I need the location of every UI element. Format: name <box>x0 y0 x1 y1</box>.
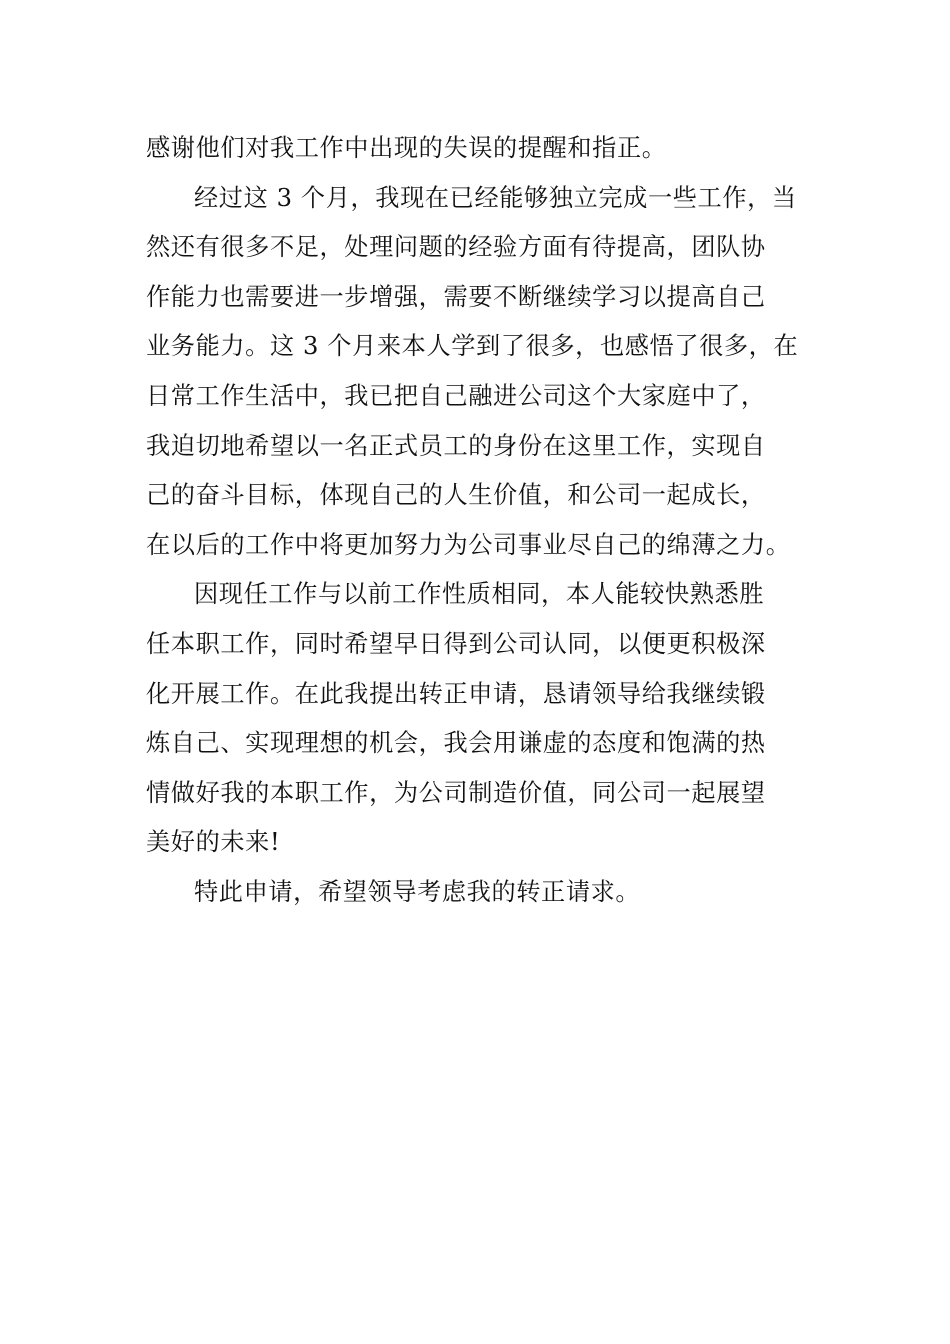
text-line: 我迫切地希望以一名正式员工的身份在这里工作，实现自 <box>146 431 766 460</box>
text-line: 感谢他们对我工作中出现的失误的提醒和指正。 <box>146 134 667 162</box>
paragraph-start-line: 经过这 3 个月，我现在已经能够独立完成一些工作，当 <box>194 183 797 212</box>
text-line: 日常工作生活中，我已把自己融进公司这个大家庭中了， <box>146 381 766 410</box>
text-line: 己的奋斗目标，体现自己的人生价值，和公司一起成长， <box>146 481 766 510</box>
text-line: 炼自己、实现理想的机会，我会用谦虚的态度和饱满的热 <box>146 729 766 758</box>
text-line: 化开展工作。在此我提出转正申请，恳请领导给我继续锻 <box>146 679 766 708</box>
paragraph-start-line: 因现任工作与以前工作性质相同，本人能较快熟悉胜 <box>194 580 765 609</box>
text-line: 任本职工作，同时希望早日得到公司认同，以便更积极深 <box>146 629 766 658</box>
text-line: 作能力也需要进一步增强，需要不断继续学习以提高自己 <box>146 282 766 311</box>
text-line: 美好的未来! <box>146 828 281 857</box>
text-line: 在以后的工作中将更加努力为公司事业尽自己的绵薄之力。 <box>146 530 791 559</box>
closing-line: 特此申请，希望领导考虑我的转正请求。 <box>194 877 641 906</box>
letter-body <box>146 124 806 918</box>
text-line: 情做好我的本职工作，为公司制造价值，同公司一起展望 <box>146 778 766 807</box>
text-line: 业务能力。这 3 个月来本人学到了很多，也感悟了很多，在 <box>146 332 799 361</box>
text-line: 然还有很多不足，处理问题的经验方面有待提高，团队协 <box>146 233 766 262</box>
